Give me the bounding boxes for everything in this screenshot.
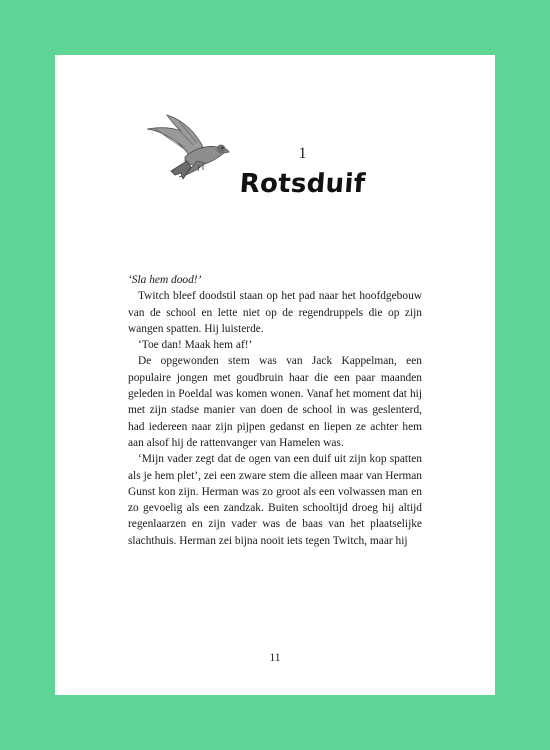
body-text [128,272,422,549]
book-page [55,55,495,695]
paragraph: ‘Sla hem dood!’ [128,274,202,286]
paragraph: ‘Toe dan! Maak hem af!’ [138,339,253,352]
chapter-number: 1 [298,145,307,162]
paragraph: De opgewonden stem was van Jack Kappelman, een populaire jongen met goudbruin haar die een paar maanden geleden in Poeldal was komen wonen. Vanaf het moment dat hij met zijn stadse manier van doen de school in was geslenterd, had iedereen naar zijn pijpen gedanst en liepen ze achter hem aan alsof hij de rattenvanger van Hamelen was. [128,355,422,449]
paragraph: Twitch bleef doodstil staan op het pad naar het hoofdgebouw van de school en lette niet op de regendruppels die op zijn wangen spatten. Hij luisterde. [128,290,422,335]
chapter-title: Rotsduif [238,169,367,199]
page-number: 11 [269,652,281,664]
paragraph: ‘Mijn vader zegt dat de ogen van een duif uit zijn kop spatten als je hem plet’, zei een zware stem die alleen maar van Herman Gunst kon zijn. Herman was zo groot als een volwassen man en zo gevoelig als een zandzak. Buiten schooltijd droeg hij altijd regenlaarzen en zijn vader was de baas van het plaatselijke slachthuis. Herman zei bijna nooit iets tegen Twitch, maar hij [128,453,422,547]
